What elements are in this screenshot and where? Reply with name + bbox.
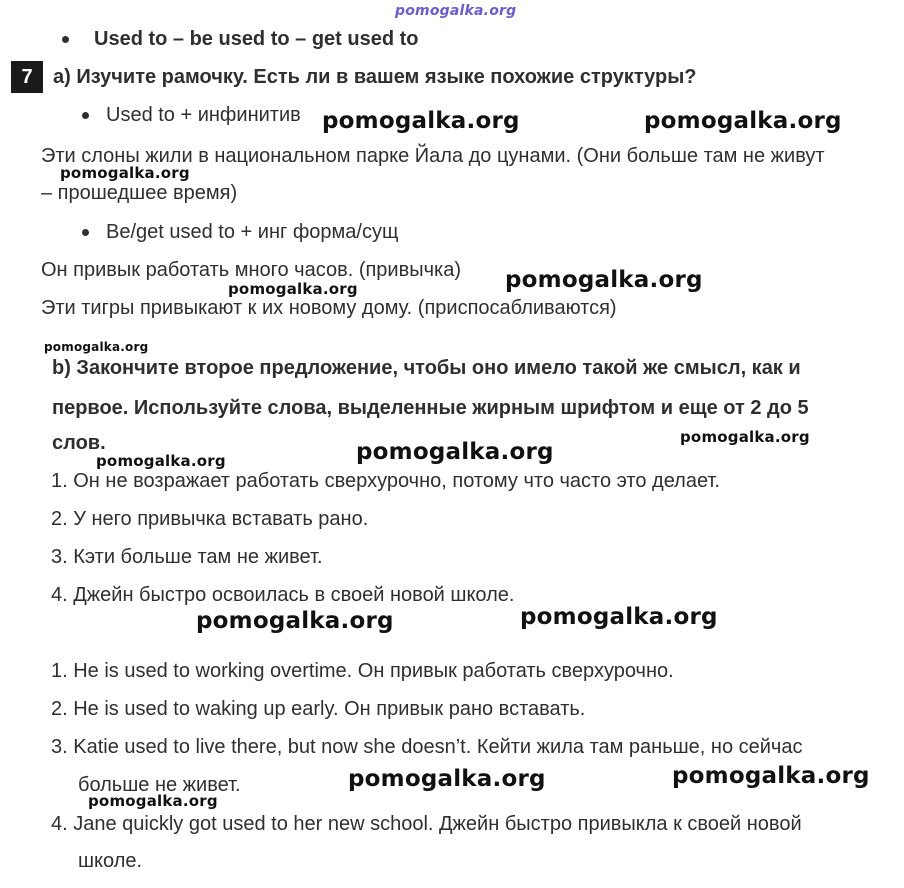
answer-3-line-2: больше не живет. — [78, 774, 241, 796]
part-b-instruction-line-1: b) Закончите второе предложение, чтобы оно имело такой же смысл, как и — [52, 357, 801, 379]
part-a-instruction: a) Изучите рамочку. Есть ли в вашем языке похожие структуры? — [53, 66, 697, 88]
watermark-large: pomogalka.org — [644, 108, 842, 134]
answer-4-line-1: 4. Jane quickly got used to her new school. Джейн быстро привыкла к своей новой — [51, 813, 802, 835]
example-2: Он привык работать много часов. (привычка) — [41, 259, 461, 281]
bullet-icon — [62, 36, 69, 43]
example-1-line-1: Эти слоны жили в национальном парке Йала до цунами. (Они больше там не живут — [41, 145, 825, 167]
watermark-large: pomogalka.org — [196, 608, 394, 634]
task-item: 2. У него привычка вставать рано. — [51, 508, 369, 530]
part-b-instruction-line-2: первое. Используйте слова, выделенные жирным шрифтом и еще от 2 до 5 — [52, 397, 809, 419]
task-item: 4. Джейн быстро освоилась в своей новой школе. — [51, 584, 515, 606]
answer-4-line-2: школе. — [78, 850, 143, 872]
watermark-medium: pomogalka.org — [88, 792, 218, 810]
answer-2: 2. He is used to waking up early. Он привык рано вставать. — [51, 698, 586, 720]
part-b-instruction-line-3: слов. — [52, 432, 106, 454]
watermark-medium: pomogalka.org — [96, 452, 226, 470]
watermark-top: pomogalka.org — [395, 3, 517, 19]
watermark-large: pomogalka.org — [672, 763, 870, 789]
watermark-small: pomogalka.org — [44, 340, 149, 354]
answer-1: 1. He is used to working overtime. Он привык работать сверхурочно. — [51, 660, 674, 682]
rule-used-to: Used to + инфинитив — [106, 104, 301, 126]
task-item: 3. Кэти больше там не живет. — [51, 546, 323, 568]
watermark-large: pomogalka.org — [348, 766, 546, 792]
rule-be-get-used-to: Be/get used to + инг форма/сущ — [106, 221, 399, 243]
watermark-medium: pomogalka.org — [228, 280, 358, 298]
task-item: 1. Он не возражает работать сверхурочно, потому что часто это делает. — [51, 470, 720, 492]
bullet-icon — [82, 112, 89, 119]
example-3: Эти тигры привыкают к их новому дому. (приспосабливаются) — [41, 297, 617, 319]
exercise-number-badge: 7 — [11, 61, 43, 93]
answer-3-line-1: 3. Katie used to live there, but now she doesn’t. Кейти жила там раньше, но сейчас — [51, 736, 803, 758]
watermark-medium: pomogalka.org — [680, 428, 810, 446]
bullet-icon — [82, 229, 89, 236]
watermark-large: pomogalka.org — [520, 604, 718, 630]
watermark-large: pomogalka.org — [505, 267, 703, 293]
watermark-medium: pomogalka.org — [60, 164, 190, 182]
watermark-large: pomogalka.org — [322, 108, 520, 134]
exercise-heading: Used to – be used to – get used to — [94, 28, 419, 50]
watermark-large: pomogalka.org — [356, 439, 554, 465]
example-1-line-2: – прошедшее время) — [41, 182, 238, 204]
